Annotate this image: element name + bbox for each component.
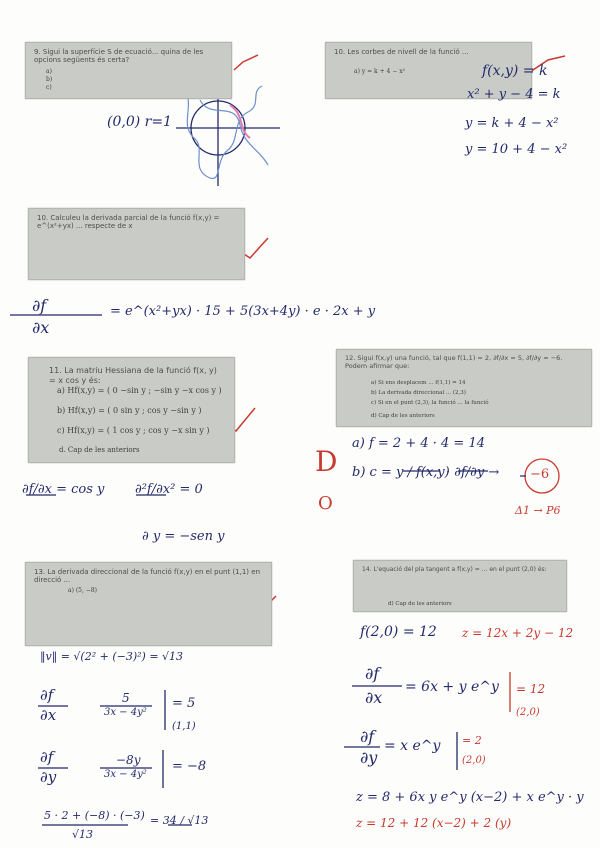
tangent-plane-value: = 12	[516, 682, 546, 696]
question-text: 10. Les corbes de nivell de la funció ...	[334, 48, 469, 56]
dx-numerator: 5	[122, 691, 130, 705]
tangent-plane-answer: z = 12 + 12 (x−2) + 2 (y)	[356, 816, 512, 830]
partial-x-den: ∂x	[40, 706, 57, 724]
level-curve-line: y = 10 + 4 − x²	[465, 142, 568, 157]
dx-denominator: 3x − 4y²	[104, 707, 147, 718]
hessian-step: ∂²f/∂x² = 0	[135, 482, 203, 497]
partial-x: ∂f	[40, 686, 54, 704]
tangent-plane-value: = 2	[462, 734, 482, 747]
direction-step: · ∂f/∂y →	[446, 465, 500, 480]
dx-point: (1,1)	[172, 721, 196, 732]
dy-numerator: −8y	[116, 753, 141, 767]
final-denominator: √13	[72, 828, 94, 841]
dy-denominator: 3x − 4y²	[104, 769, 147, 780]
question-clip-10b	[28, 208, 245, 280]
partial-x-tp-den: ∂x	[365, 688, 383, 707]
question-clip-11	[28, 357, 235, 463]
tangent-plane-point: (2,0)	[462, 755, 486, 766]
option-c: c) Si en el punt (2,3), la funció ... la funció	[371, 400, 489, 406]
final-numerator: 5 · 2 + (−8) · (−3)	[44, 809, 145, 822]
direction-step: a) f = 2 + 4 · 4 = 14	[352, 436, 485, 451]
tangent-plane-step: z = 8 + 6x y e^y (x−2) + x e^y · y	[356, 790, 584, 805]
option-a: a) Hf(x,y) = ( 0 −sin y ; −sin y −x cos y )	[57, 386, 222, 395]
mark-o: O	[318, 493, 333, 514]
option-b: b) Hf(x,y) = ( 0 sin y ; cos y −sin y )	[57, 406, 202, 415]
tangent-plane-step: f(2,0) = 12	[360, 624, 437, 640]
vector-norm: ‖v‖ = √(2² + (−3)²) = √13	[40, 650, 184, 663]
dx-value: = 5	[172, 696, 196, 711]
option-d: d) Cap de les anteriors	[388, 601, 452, 607]
partial-y-tp: ∂f	[360, 727, 375, 746]
question-text: 13. La derivada direccional de la funció f(x,y) en el punt (1,1) en direcció ...	[34, 568, 261, 585]
question-text: 11. La matriu Hessiana de la funció f(x, y) = x cos y és:	[49, 366, 217, 385]
level-curve-line: f(x,y) = k	[482, 63, 548, 79]
final-result: = 34 / √13	[150, 814, 209, 827]
hessian-step: ∂ y = −sen y	[142, 529, 225, 544]
partial-numerator: ∂f	[32, 296, 47, 315]
partial-x-tp: ∂f	[365, 664, 380, 683]
option-a: a)	[46, 68, 52, 75]
question-clip-12	[336, 349, 592, 427]
option-d: d. Cap de les anteriors	[59, 446, 140, 454]
tangent-plane-step: = 6x + y e^y	[405, 679, 499, 695]
partial-y: ∂f	[40, 748, 54, 766]
option-c: c)	[46, 84, 52, 91]
circled-result: −6	[530, 467, 550, 482]
question-clip-14	[353, 560, 567, 612]
question-clip-9	[25, 42, 232, 99]
question-text: 14. L'equació del pla tangent a f(x,y) = ... en el punt (2,0) és:	[362, 566, 547, 573]
option-c: c) Hf(x,y) = ( 1 cos y ; cos y −x sin y )	[57, 426, 210, 435]
level-curve-line: y = k + 4 − x²	[465, 116, 559, 131]
question-text: 9. Sigui la superfície S de ecuació... quina de les opcions següents és certa?	[34, 48, 204, 65]
partial-derivative-expression: = e^(x²+yx) · 15 + 5(3x+4y) · e · 2x + y	[110, 304, 376, 319]
hessian-step: ∂f/∂x = cos y	[22, 482, 105, 497]
direction-step: b) c = y / f(x,y)	[352, 465, 450, 480]
option-b: b) La derivada direccional ... (2,3)	[371, 390, 466, 396]
tangent-plane-answer: z = 12x + 2y − 12	[462, 626, 574, 640]
question-text: 10. Calculeu la derivada parcial de la funció f(x,y) = e^(x²+yx) ... respecte de x	[37, 214, 220, 231]
tangent-plane-step: = x e^y	[384, 738, 441, 754]
dy-value: = −8	[172, 759, 207, 774]
direction-note: Δ1 → P6	[515, 504, 561, 517]
circle-label: (0,0) r=1	[107, 114, 172, 130]
partial-y-tp-den: ∂y	[360, 748, 378, 767]
tangent-plane-point: (2,0)	[516, 707, 540, 718]
level-curve-line: x² + y − 4 = k	[467, 87, 561, 102]
option-a: a) Si ens desplacem ... f(1,1) = 14	[371, 380, 466, 386]
question-clip-13	[25, 562, 272, 646]
option-a: a) y = k + 4 − x²	[354, 68, 405, 75]
partial-y-den: ∂y	[40, 768, 57, 786]
option-d: d) Cap de les anteriors	[371, 413, 435, 419]
option-b: b)	[46, 76, 53, 83]
question-text: 12. Sigui f(x,y) una funció, tal que f(1,1) = 2, ∂f/∂x = 5, ∂f/∂y = −6. Podem afirmar que:	[345, 354, 563, 370]
check-mark	[234, 55, 258, 70]
option-a: a) (5, −8)	[68, 587, 97, 594]
partial-denominator: ∂x	[32, 318, 50, 337]
mark-d: D	[315, 445, 338, 478]
